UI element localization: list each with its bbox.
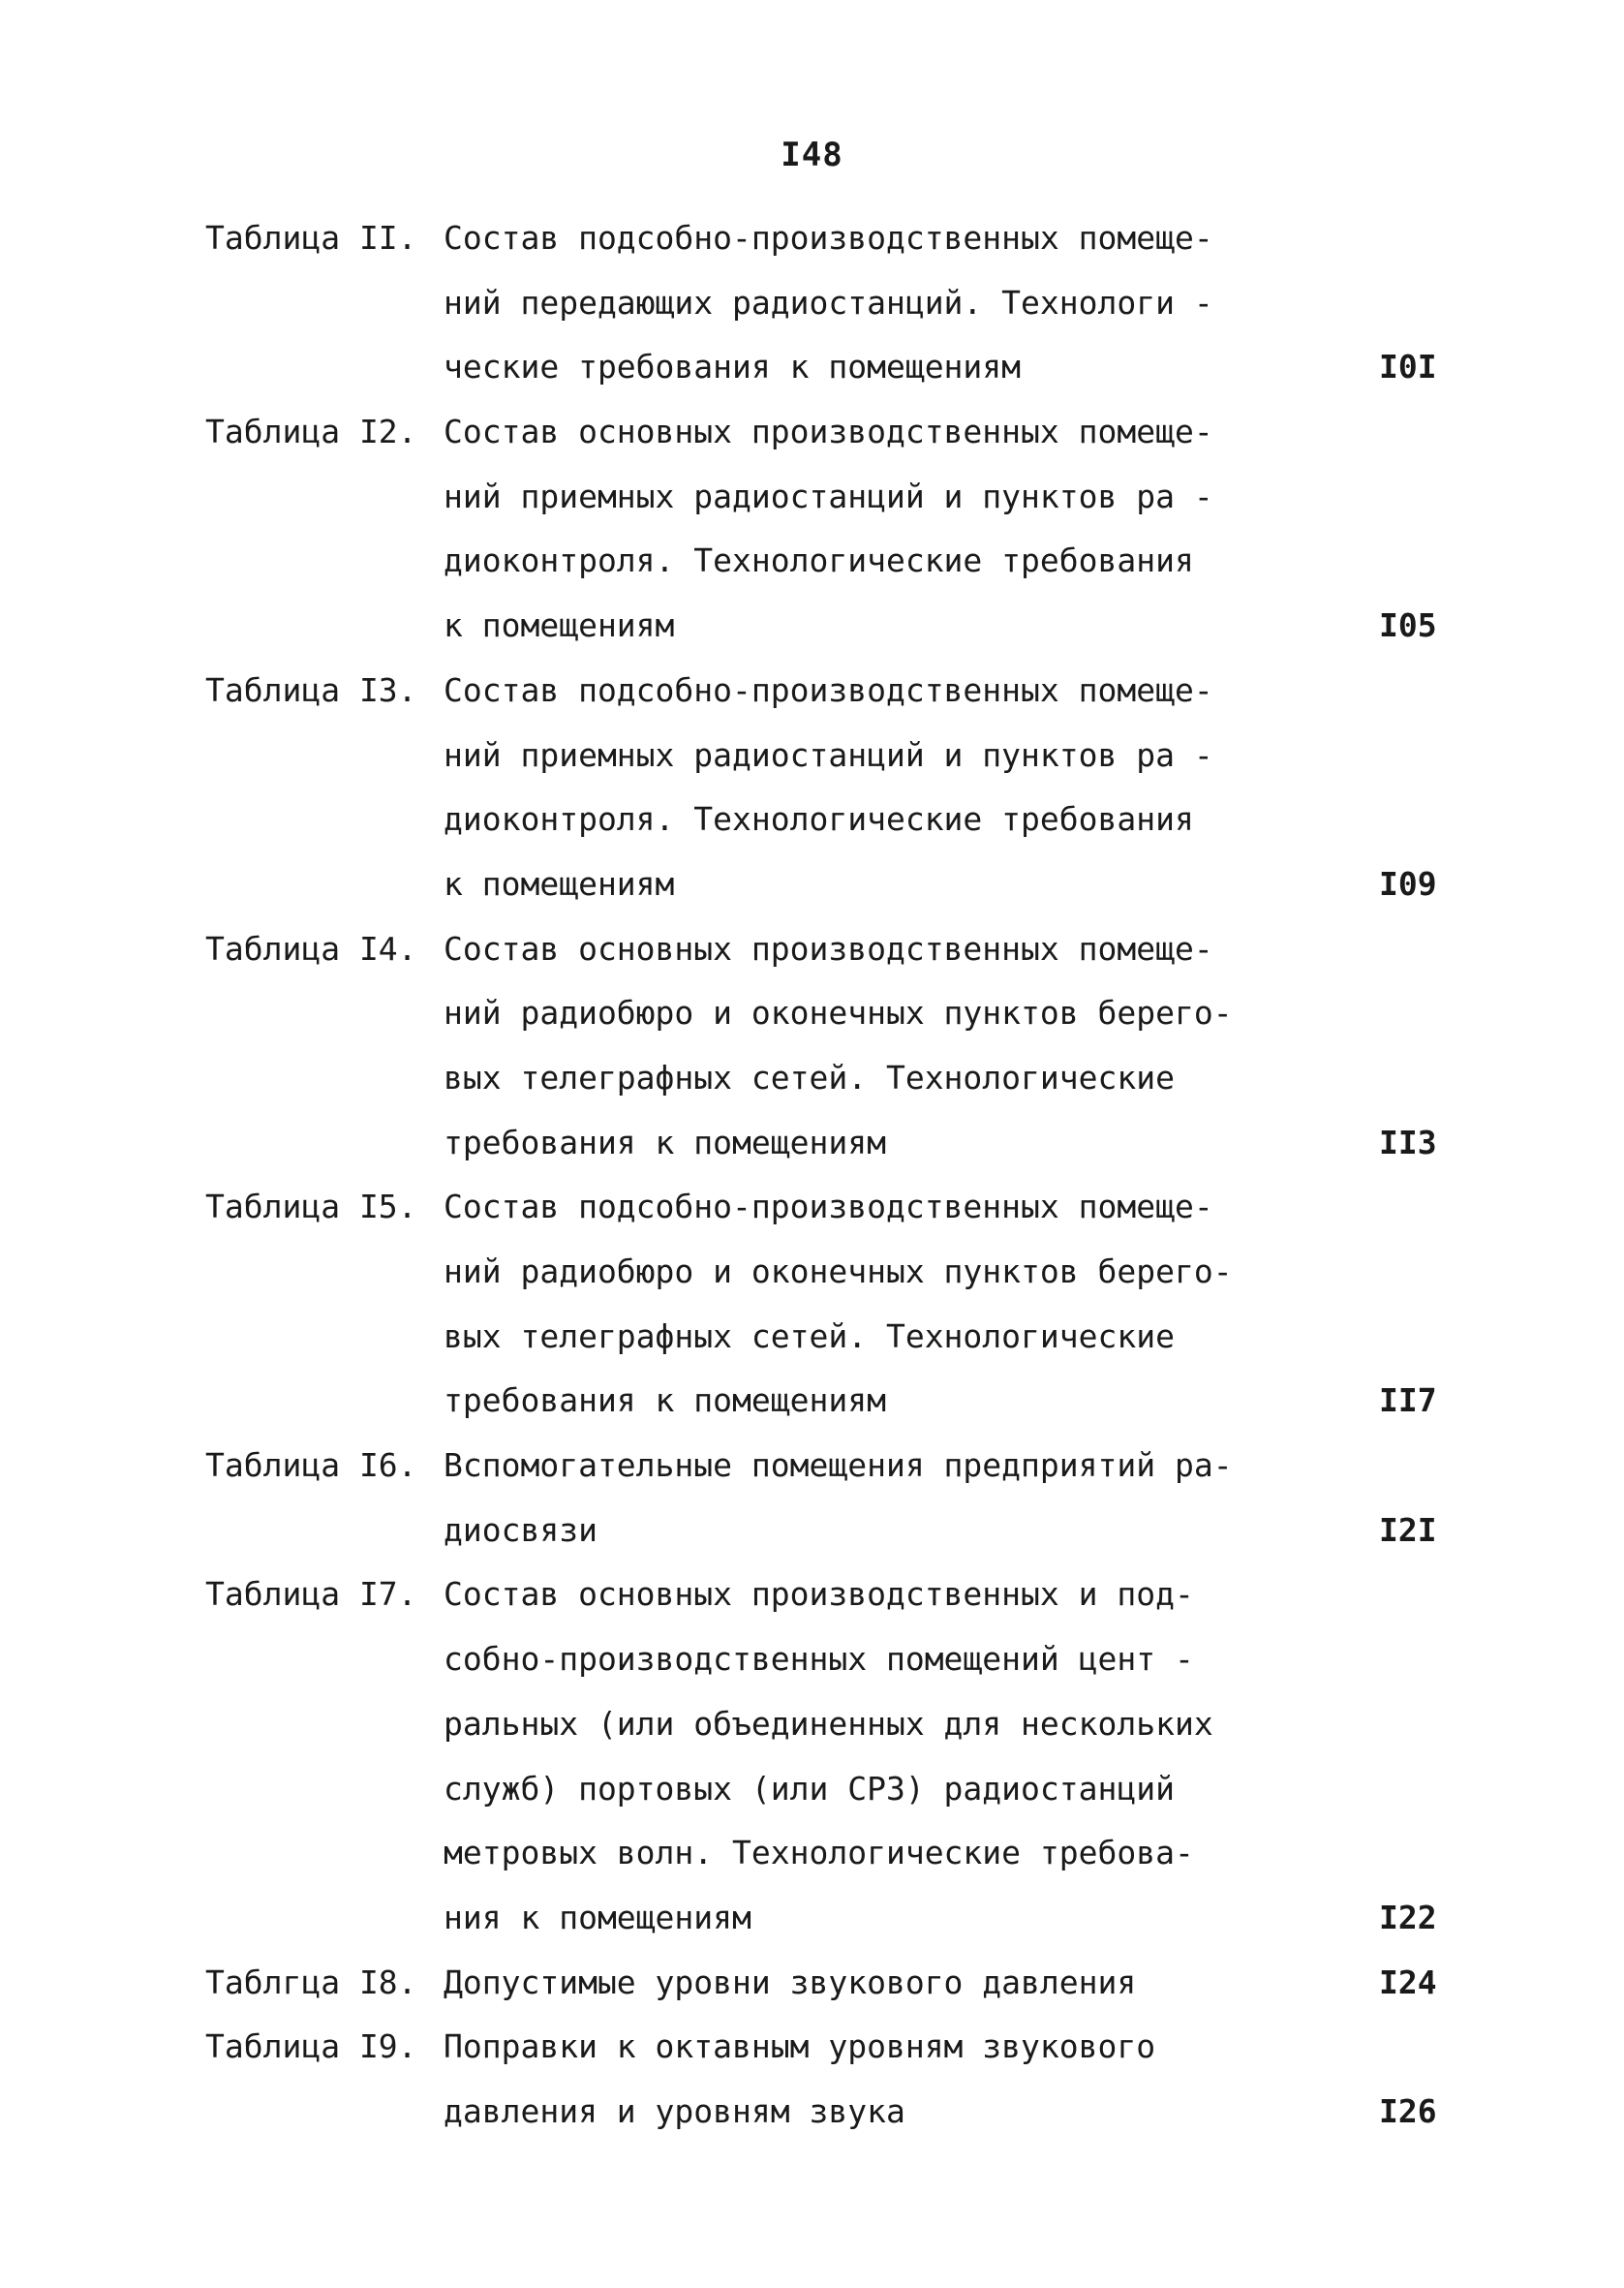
table-label: Таблица I3.: [205, 670, 417, 709]
table-title-line: метровых волн. Технологические требова-: [444, 1834, 1194, 1872]
table-title-line: Поправки к октавным уровням звукового: [444, 2027, 1156, 2066]
table-label: Таблгца I8.: [205, 1963, 417, 2001]
table-title-line: Состав основных производственных помеще-: [444, 413, 1213, 451]
table-title-line: требования к помещениям: [444, 1123, 886, 1161]
page-reference: I22: [1379, 1898, 1437, 1936]
table-title-line: ческие требования к помещениям: [444, 348, 1022, 386]
toc-line: [0, 594, 1624, 659]
table-title-line: Состав основных производственных и под-: [444, 1575, 1194, 1614]
page-reference: I05: [1379, 606, 1437, 645]
toc-line: [0, 1757, 1624, 1822]
page-reference: I09: [1379, 864, 1437, 903]
toc-line: [0, 271, 1624, 336]
toc-line: [0, 659, 1624, 724]
table-title-line: ний приемных радиостанций и пунктов ра -: [444, 735, 1213, 774]
toc-line: [0, 465, 1624, 530]
toc-entry: [0, 917, 1624, 1176]
toc-line: [0, 529, 1624, 594]
toc-line: [0, 1240, 1624, 1305]
toc-line: [0, 1175, 1624, 1240]
toc-entry: [0, 1175, 1624, 1434]
table-title-line: Состав подсобно-производственных помеще-: [444, 1188, 1213, 1226]
table-title-line: Допустимые уровни звукового давления: [444, 1963, 1137, 2001]
table-title-line: ральных (или объединенных для нескольких: [444, 1704, 1213, 1743]
table-label: Таблица II.: [205, 219, 417, 257]
page-reference: II3: [1379, 1123, 1437, 1161]
toc-line: [0, 1305, 1624, 1370]
table-title-line: ний приемных радиостанций и пунктов ра -: [444, 477, 1213, 515]
toc-line: [0, 1369, 1624, 1434]
toc-entry: [0, 2015, 1624, 2144]
table-title-line: диоконтроля. Технологические требования: [444, 800, 1194, 839]
toc-entry: [0, 1562, 1624, 1950]
toc-entry: [0, 400, 1624, 659]
page-number: I48: [781, 136, 843, 174]
toc-entry: [0, 1951, 1624, 2016]
table-of-contents: [0, 206, 1624, 2145]
toc-line: [0, 1692, 1624, 1757]
table-title-line: давления и уровням звука: [444, 2091, 905, 2130]
toc-line: [0, 1499, 1624, 1563]
toc-line: [0, 788, 1624, 852]
table-title-line: диосвязи: [444, 1510, 598, 1549]
toc-entry: [0, 659, 1624, 917]
table-label: Таблица I2.: [205, 413, 417, 451]
page-reference: I26: [1379, 2091, 1437, 2130]
toc-line: [0, 724, 1624, 788]
table-label: Таблица I7.: [205, 1575, 417, 1614]
table-title-line: собно-производственных помещений цент -: [444, 1640, 1194, 1679]
toc-line: [0, 1562, 1624, 1627]
toc-line: [0, 1434, 1624, 1499]
table-title-line: ний передающих радиостанций. Технологи -: [444, 283, 1213, 322]
table-title-line: вых телеграфных сетей. Технологические: [444, 1316, 1175, 1355]
table-title-line: ния к помещениям: [444, 1898, 751, 1936]
table-label: Таблица I4.: [205, 929, 417, 968]
toc-line: [0, 2015, 1624, 2080]
table-label: Таблица I5.: [205, 1188, 417, 1226]
table-title-line: диоконтроля. Технологические требования: [444, 541, 1194, 580]
toc-line: [0, 2080, 1624, 2145]
toc-entry: [0, 206, 1624, 400]
table-title-line: к помещениям: [444, 606, 675, 645]
toc-line: [0, 917, 1624, 982]
table-title-line: Состав подсобно-производственных помеще-: [444, 670, 1213, 709]
toc-line: [0, 852, 1624, 917]
toc-line: [0, 1111, 1624, 1176]
table-title-line: ний радиобюро и оконечных пунктов берего-: [444, 1252, 1233, 1290]
table-title-line: вых телеграфных сетей. Технологические: [444, 1058, 1175, 1097]
toc-line: [0, 1627, 1624, 1692]
table-title-line: Вспомогательные помещения предприятий ра-: [444, 1446, 1233, 1485]
toc-line: [0, 335, 1624, 400]
table-title-line: служб) портовых (или СРЗ) радиостанций: [444, 1769, 1175, 1808]
page-reference: II7: [1379, 1381, 1437, 1420]
page-reference: I0I: [1379, 348, 1437, 386]
table-title-line: к помещениям: [444, 864, 675, 903]
toc-line: [0, 1046, 1624, 1111]
toc-line: [0, 206, 1624, 271]
table-title-line: требования к помещениям: [444, 1381, 886, 1420]
table-label: Таблица I9.: [205, 2027, 417, 2066]
table-title-line: Состав подсобно-производственных помеще-: [444, 219, 1213, 257]
table-title-line: ний радиобюро и оконечных пунктов берего-: [444, 994, 1233, 1033]
toc-line: [0, 1886, 1624, 1951]
toc-entry: [0, 1434, 1624, 1562]
page-reference: I2I: [1379, 1510, 1437, 1549]
page-reference: I24: [1379, 1963, 1437, 2001]
table-label: Таблица I6.: [205, 1446, 417, 1485]
toc-line: [0, 981, 1624, 1046]
toc-line: [0, 400, 1624, 465]
table-title-line: Состав основных производственных помеще-: [444, 929, 1213, 968]
toc-line: [0, 1821, 1624, 1886]
toc-line: [0, 1951, 1624, 2016]
